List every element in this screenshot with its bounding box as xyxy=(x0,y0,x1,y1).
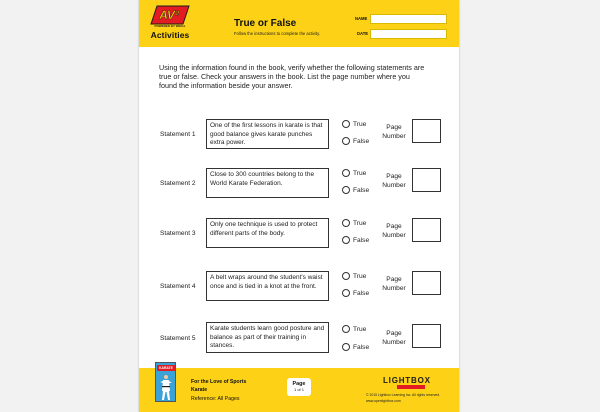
statement-label: Statement 2 xyxy=(160,180,196,187)
true-label: True xyxy=(353,169,367,177)
radio-icon[interactable] xyxy=(342,219,350,227)
page-number-label: Page Number xyxy=(382,124,406,140)
true-label: True xyxy=(353,325,367,333)
radio-icon[interactable] xyxy=(342,120,350,128)
radio-icon[interactable] xyxy=(342,343,350,351)
page-number-label: Page Number xyxy=(382,223,406,239)
logo-subtext: POWERED BY WEIGL xyxy=(154,24,186,28)
true-label: True xyxy=(353,120,367,128)
true-option[interactable] xyxy=(342,219,366,227)
radio-icon[interactable] xyxy=(342,186,350,194)
activities-label: Activities xyxy=(150,30,190,40)
true-option[interactable] xyxy=(342,120,366,128)
page-number-box[interactable] xyxy=(412,168,441,192)
statement-label: Statement 4 xyxy=(160,283,196,290)
false-option[interactable] xyxy=(342,289,369,297)
true-option[interactable] xyxy=(342,169,366,177)
statement-text: Close to 300 countries belong to the World Karate Federation. xyxy=(206,168,329,198)
publisher-logo-tag xyxy=(397,385,425,389)
page-title: True or False xyxy=(234,18,297,29)
worksheet-page xyxy=(139,0,459,412)
name-field[interactable] xyxy=(370,14,447,24)
statement-text: A belt wraps around the student's waist once and is tied in a knot at the front. xyxy=(206,271,329,301)
book-cover-title: KARATE xyxy=(159,366,173,370)
page-number-label: Page Number xyxy=(382,276,406,292)
name-label: NAME xyxy=(355,16,368,21)
false-option[interactable] xyxy=(342,343,369,351)
false-label: False xyxy=(353,137,370,145)
true-label: True xyxy=(353,219,367,227)
statement-label: Statement 1 xyxy=(160,131,196,138)
karate-figure-icon xyxy=(160,374,172,401)
website-link[interactable]: www.openlightbox.com xyxy=(366,399,401,403)
statement-row-5 xyxy=(139,322,459,362)
reference-text: Reference: All Pages xyxy=(191,396,240,402)
header-band xyxy=(139,0,459,47)
statement-row-3 xyxy=(139,218,459,258)
radio-icon[interactable] xyxy=(342,289,350,297)
false-option[interactable] xyxy=(342,236,369,244)
copyright-text: © 2015 Lightbox Learning Inc. All rights reserved. xyxy=(366,393,441,397)
radio-icon[interactable] xyxy=(342,169,350,177)
book-cover-image xyxy=(155,362,176,402)
true-option[interactable] xyxy=(342,272,366,280)
date-field[interactable] xyxy=(370,29,447,39)
page-number-label: Page Number xyxy=(382,173,406,189)
av2-logo xyxy=(149,4,191,28)
statement-text: One of the first lessons in karate is that good balance gives karate punches extra power. xyxy=(206,119,329,149)
statement-row-1 xyxy=(139,119,459,159)
page-number-label: Page Number xyxy=(382,330,406,346)
statement-row-4 xyxy=(139,271,459,311)
logo-text: AV² xyxy=(159,8,179,22)
page-indicator-label: Page xyxy=(292,381,306,387)
book-name: Karate xyxy=(191,387,208,393)
statement-row-2 xyxy=(139,168,459,208)
page-indicator-value: 1 of 1 xyxy=(293,387,304,392)
page-number-box[interactable] xyxy=(412,218,441,242)
page-number-box[interactable] xyxy=(412,119,441,143)
series-name: For the Love of Sports xyxy=(191,379,247,385)
instructions-text: Using the information found in the book, verify whether the following statements are true or false. Check your answers in the book. List the page number where you found the information beside your answer. xyxy=(159,63,425,91)
statement-label: Statement 3 xyxy=(160,230,196,237)
radio-icon[interactable] xyxy=(342,325,350,333)
page-number-box[interactable] xyxy=(412,271,441,295)
page-indicator xyxy=(287,378,311,396)
page-number-box[interactable] xyxy=(412,324,441,348)
book-cover-title-band xyxy=(157,365,175,371)
page-subtitle: Follow the instructions to complete the activity. xyxy=(234,31,321,36)
radio-icon[interactable] xyxy=(342,272,350,280)
false-label: False xyxy=(353,236,370,244)
true-option[interactable] xyxy=(342,325,366,333)
publisher-logo: LIGHTBOX xyxy=(383,376,431,385)
true-label: True xyxy=(353,272,367,280)
false-label: False xyxy=(353,289,370,297)
statement-label: Statement 5 xyxy=(160,335,196,342)
false-label: False xyxy=(353,343,370,351)
radio-icon[interactable] xyxy=(342,236,350,244)
false-label: False xyxy=(353,186,370,194)
false-option[interactable] xyxy=(342,137,369,145)
date-label: DATE xyxy=(357,31,369,36)
statement-text: Karate students learn good posture and balance as part of their training in stances. xyxy=(206,322,329,353)
statement-text: Only one technique is used to protect different parts of the body. xyxy=(206,218,329,248)
false-option[interactable] xyxy=(342,186,369,194)
radio-icon[interactable] xyxy=(342,137,350,145)
